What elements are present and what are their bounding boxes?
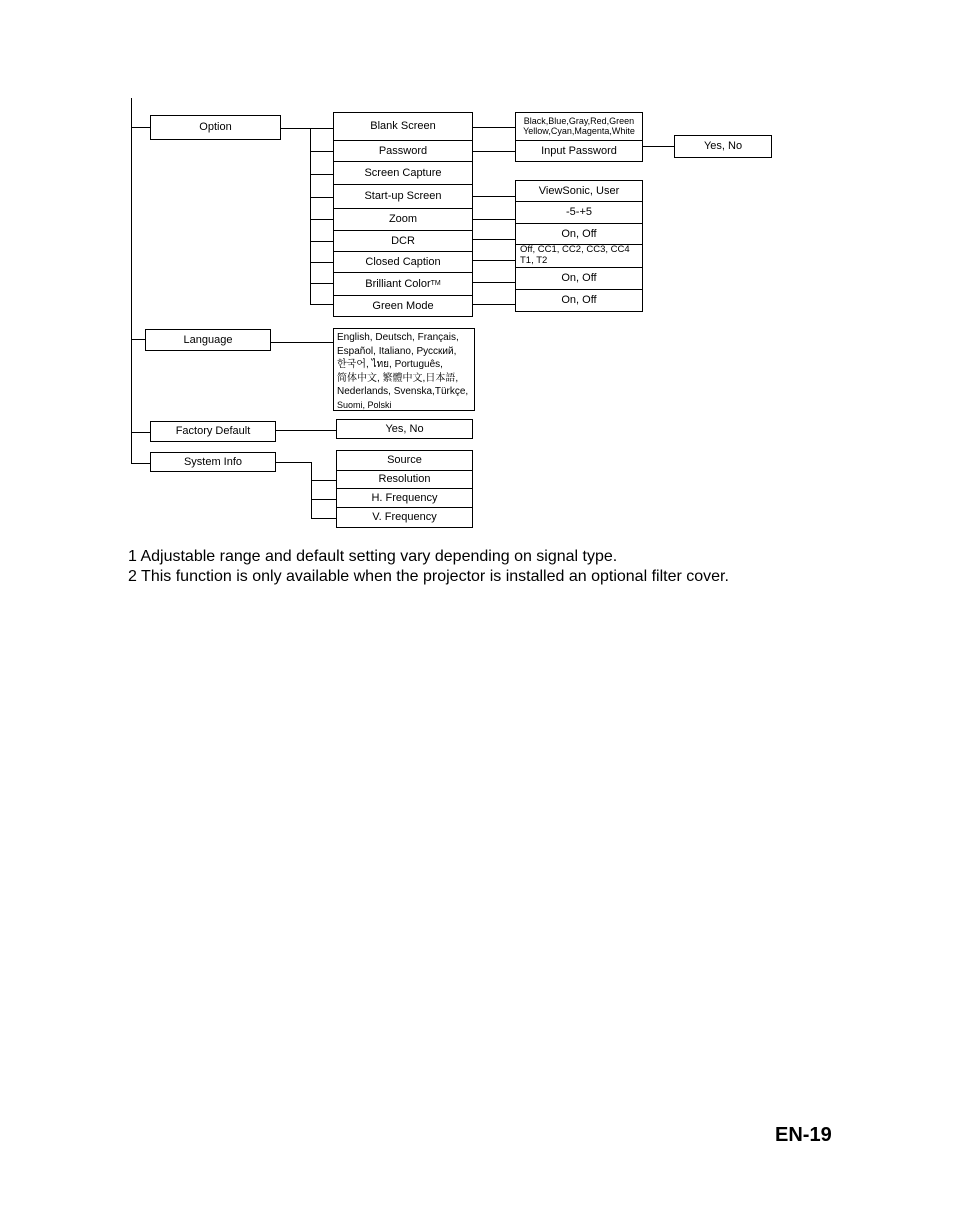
closed-caption-values [515, 244, 643, 268]
system-info-branch-line [311, 462, 312, 519]
connector [473, 260, 515, 261]
menu-tree-diagram [0, 0, 954, 540]
brilliant-color-box [333, 272, 473, 296]
blank-screen-values-line2: Yellow,Cyan,Magenta,White [523, 125, 635, 136]
screen-capture-box: Screen Capture [333, 161, 473, 185]
h-frequency-box: H. Frequency [336, 488, 473, 508]
connector [310, 304, 334, 305]
connector [310, 128, 334, 129]
language-box: Language [145, 329, 271, 351]
connector [643, 146, 674, 147]
zoom-values: -5-+5 [515, 201, 643, 224]
dcr-values: On, Off [515, 223, 643, 245]
connector [276, 462, 312, 463]
connector [473, 127, 515, 128]
blank-screen-values-line1: Black,Blue,Gray,Red,Green [523, 115, 635, 126]
connector [281, 128, 311, 129]
connector [131, 339, 145, 340]
footnotes [128, 547, 729, 587]
connector [310, 151, 334, 152]
factory-default-values: Yes, No [336, 419, 473, 439]
startup-screen-values: ViewSonic, User [515, 180, 643, 202]
connector [310, 219, 334, 220]
green-mode-box: Green Mode [333, 295, 473, 317]
factory-default-box: Factory Default [150, 421, 276, 442]
connector [473, 219, 515, 220]
language-values-box [333, 328, 475, 411]
green-mode-values: On, Off [515, 289, 643, 312]
connector [131, 463, 150, 464]
connector [473, 239, 515, 240]
blank-screen-values [515, 112, 643, 141]
language-line-3: 한국어, ไทย, Português, [337, 359, 443, 370]
system-info-box: System Info [150, 452, 276, 472]
language-line-6: Suomi, Polski [337, 399, 392, 410]
footnote-2: 2 This function is only available when the projector is installed an optional filter cover. [128, 568, 729, 585]
option-box: Option [150, 115, 281, 140]
connector [310, 283, 334, 284]
input-password-box: Input Password [515, 140, 643, 162]
closed-caption-values-line2: T1, T2 [520, 254, 548, 266]
connector [473, 304, 515, 305]
language-line-2: Español, Italiano, Русский, [337, 345, 457, 357]
resolution-box: Resolution [336, 470, 473, 489]
closed-caption-values-line1: Off, CC1, CC2, CC3, CC4 [520, 244, 630, 255]
trunk-line [131, 98, 132, 464]
source-box: Source [336, 450, 473, 471]
option-branch-line [310, 128, 311, 304]
brilliant-color-label: Brilliant Color [365, 277, 431, 290]
connector [131, 127, 151, 128]
connector [276, 430, 336, 431]
connector [311, 480, 336, 481]
language-line-1: English, Deutsch, Français, [337, 332, 459, 343]
blank-screen-box: Blank Screen [333, 112, 473, 141]
connector [473, 282, 515, 283]
brilliant-color-values: On, Off [515, 267, 643, 290]
language-line-5: Nederlands, Svenska,Türkçe, [337, 386, 469, 397]
connector [271, 342, 333, 343]
connector [311, 499, 336, 500]
connector [310, 241, 334, 242]
connector [310, 262, 334, 263]
connector [473, 151, 515, 152]
connector [311, 518, 336, 519]
connector [310, 174, 334, 175]
dcr-box: DCR [333, 230, 473, 252]
password-yes-no-box: Yes, No [674, 135, 772, 158]
connector [131, 432, 150, 433]
connector [473, 196, 515, 197]
closed-caption-box: Closed Caption [333, 251, 473, 273]
zoom-box: Zoom [333, 208, 473, 231]
language-line-4: 简体中文, 繁體中文,日本語, [337, 372, 459, 384]
connector [310, 197, 334, 198]
password-box: Password [333, 140, 473, 162]
footnote-1: 1 Adjustable range and default setting vary depending on signal type. [128, 548, 618, 565]
v-frequency-box: V. Frequency [336, 507, 473, 528]
trademark-sup: TM [430, 280, 441, 288]
page-number: EN-19 [775, 1124, 832, 1146]
startup-screen-box: Start-up Screen [333, 184, 473, 209]
